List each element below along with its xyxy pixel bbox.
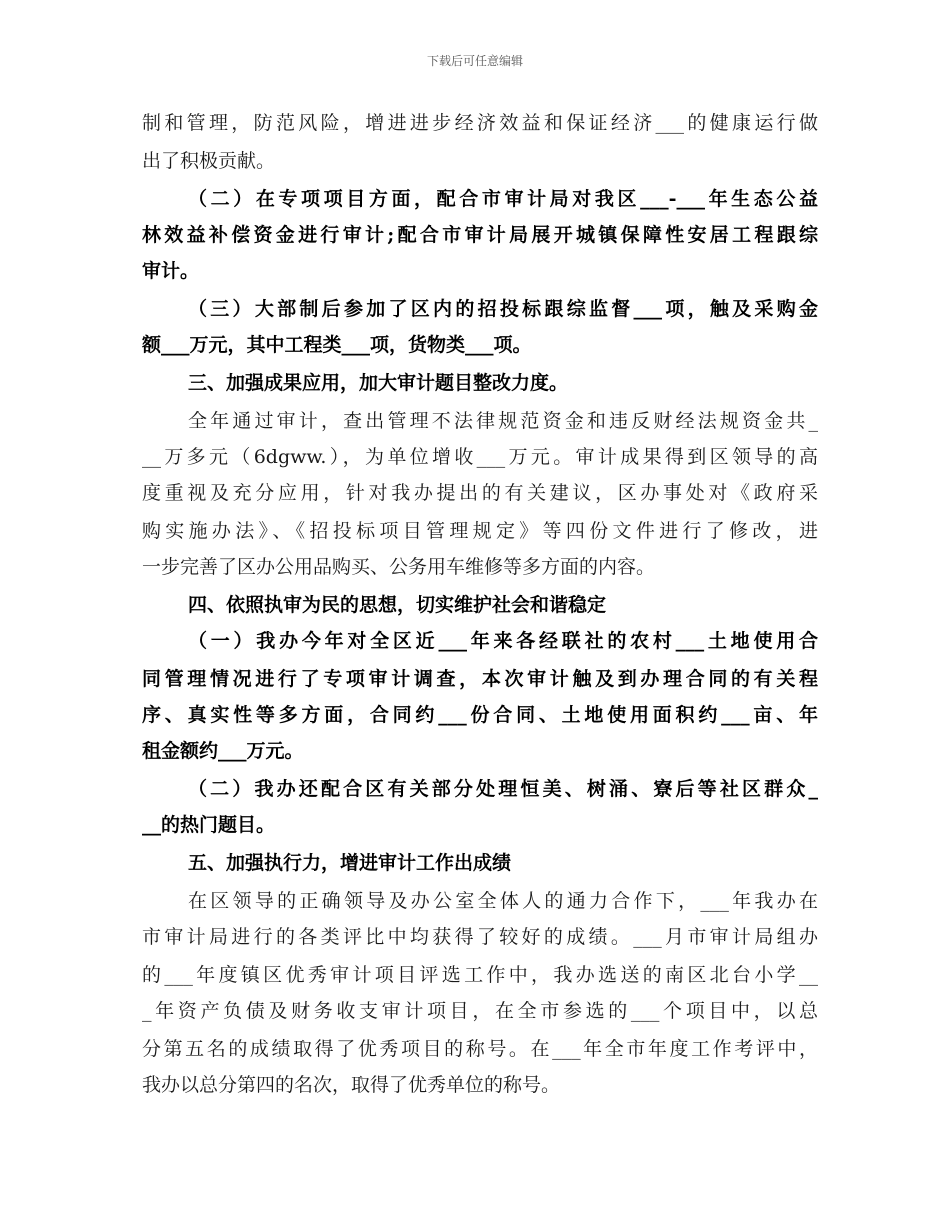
body-line: __的热门题目。 — [142, 814, 276, 836]
section-heading: 四、依照执审为民的思想，切实维护社会和谐稳定 — [188, 594, 607, 616]
body-line: 全年通过审计，查出管理不法律规范资金和违反财经法规资金共_ — [188, 410, 818, 432]
body-line: __万多元（6dgww.），为单位增收___万元。审计成果得到区领导的高 — [142, 446, 818, 468]
body-line: 一步完善了区办公用品购买、公务用车维修等多方面的内容。 — [142, 556, 656, 578]
section-heading: 三、加强成果应用，加大审计题目整改力度。 — [188, 372, 569, 394]
body-line: 我办以总分第四的名次，取得了优秀单位的称号。 — [142, 1074, 561, 1096]
body-line: 分第五名的成绩取得了优秀项目的称号。在___年全市年度工作考评中， — [142, 1038, 818, 1060]
body-line: 序、真实性等多方面，合同约___份合同、土地使用面积约___亩、年 — [142, 704, 818, 726]
body-line: 在区领导的正确领导及办公室全体人的通力合作下，___年我办在 — [188, 890, 818, 912]
section-heading: 五、加强执行力，增进审计工作出成绩 — [188, 852, 512, 874]
body-line: 市审计局进行的各类评比中均获得了较好的成绩。___月市审计局组办 — [142, 926, 818, 948]
body-line: _年资产负债及财务收支审计项目，在全市参选的___个项目中，以总 — [142, 1000, 818, 1022]
body-line: （二）在专项项目方面，配合市审计局对我区___-___年生态公益 — [188, 188, 818, 210]
body-line: （二）我办还配合区有关部分处理恒美、树涌、寮后等社区群众_ — [188, 778, 818, 800]
body-line: 林效益补偿资金进行审计;配合市审计局展开城镇保障性安居工程跟综 — [142, 224, 818, 246]
body-line: 额___万元，其中工程类___项，货物类___项。 — [142, 334, 532, 356]
page-header-note: 下载后可任意编辑 — [426, 54, 523, 68]
body-line: 出了积极贡献。 — [142, 150, 276, 172]
body-line: 租金额约___万元。 — [142, 740, 304, 762]
body-line: 的___年度镇区优秀审计项目评选工作中，我办选送的南区北台小学__ — [142, 964, 818, 986]
body-line: 同管理情况进行了专项审计调查，本次审计触及到办理合同的有关程 — [142, 668, 818, 690]
body-line: （一）我办今年对全区近___年来各经联社的农村___土地使用合 — [188, 630, 818, 652]
body-line: 制和管理，防范风险，增进进步经济效益和保证经济___的健康运行做 — [142, 112, 818, 134]
body-line: 购实施办法》、《招投标项目管理规定》等四份文件进行了修改，进 — [142, 520, 818, 542]
body-line: 度重视及充分应用，针对我办提出的有关建议，区办事处对《政府采 — [142, 482, 818, 504]
body-line: （三）大部制后参加了区内的招投标跟综监督___项，触及采购金 — [188, 298, 818, 320]
body-line: 审计。 — [142, 260, 200, 282]
